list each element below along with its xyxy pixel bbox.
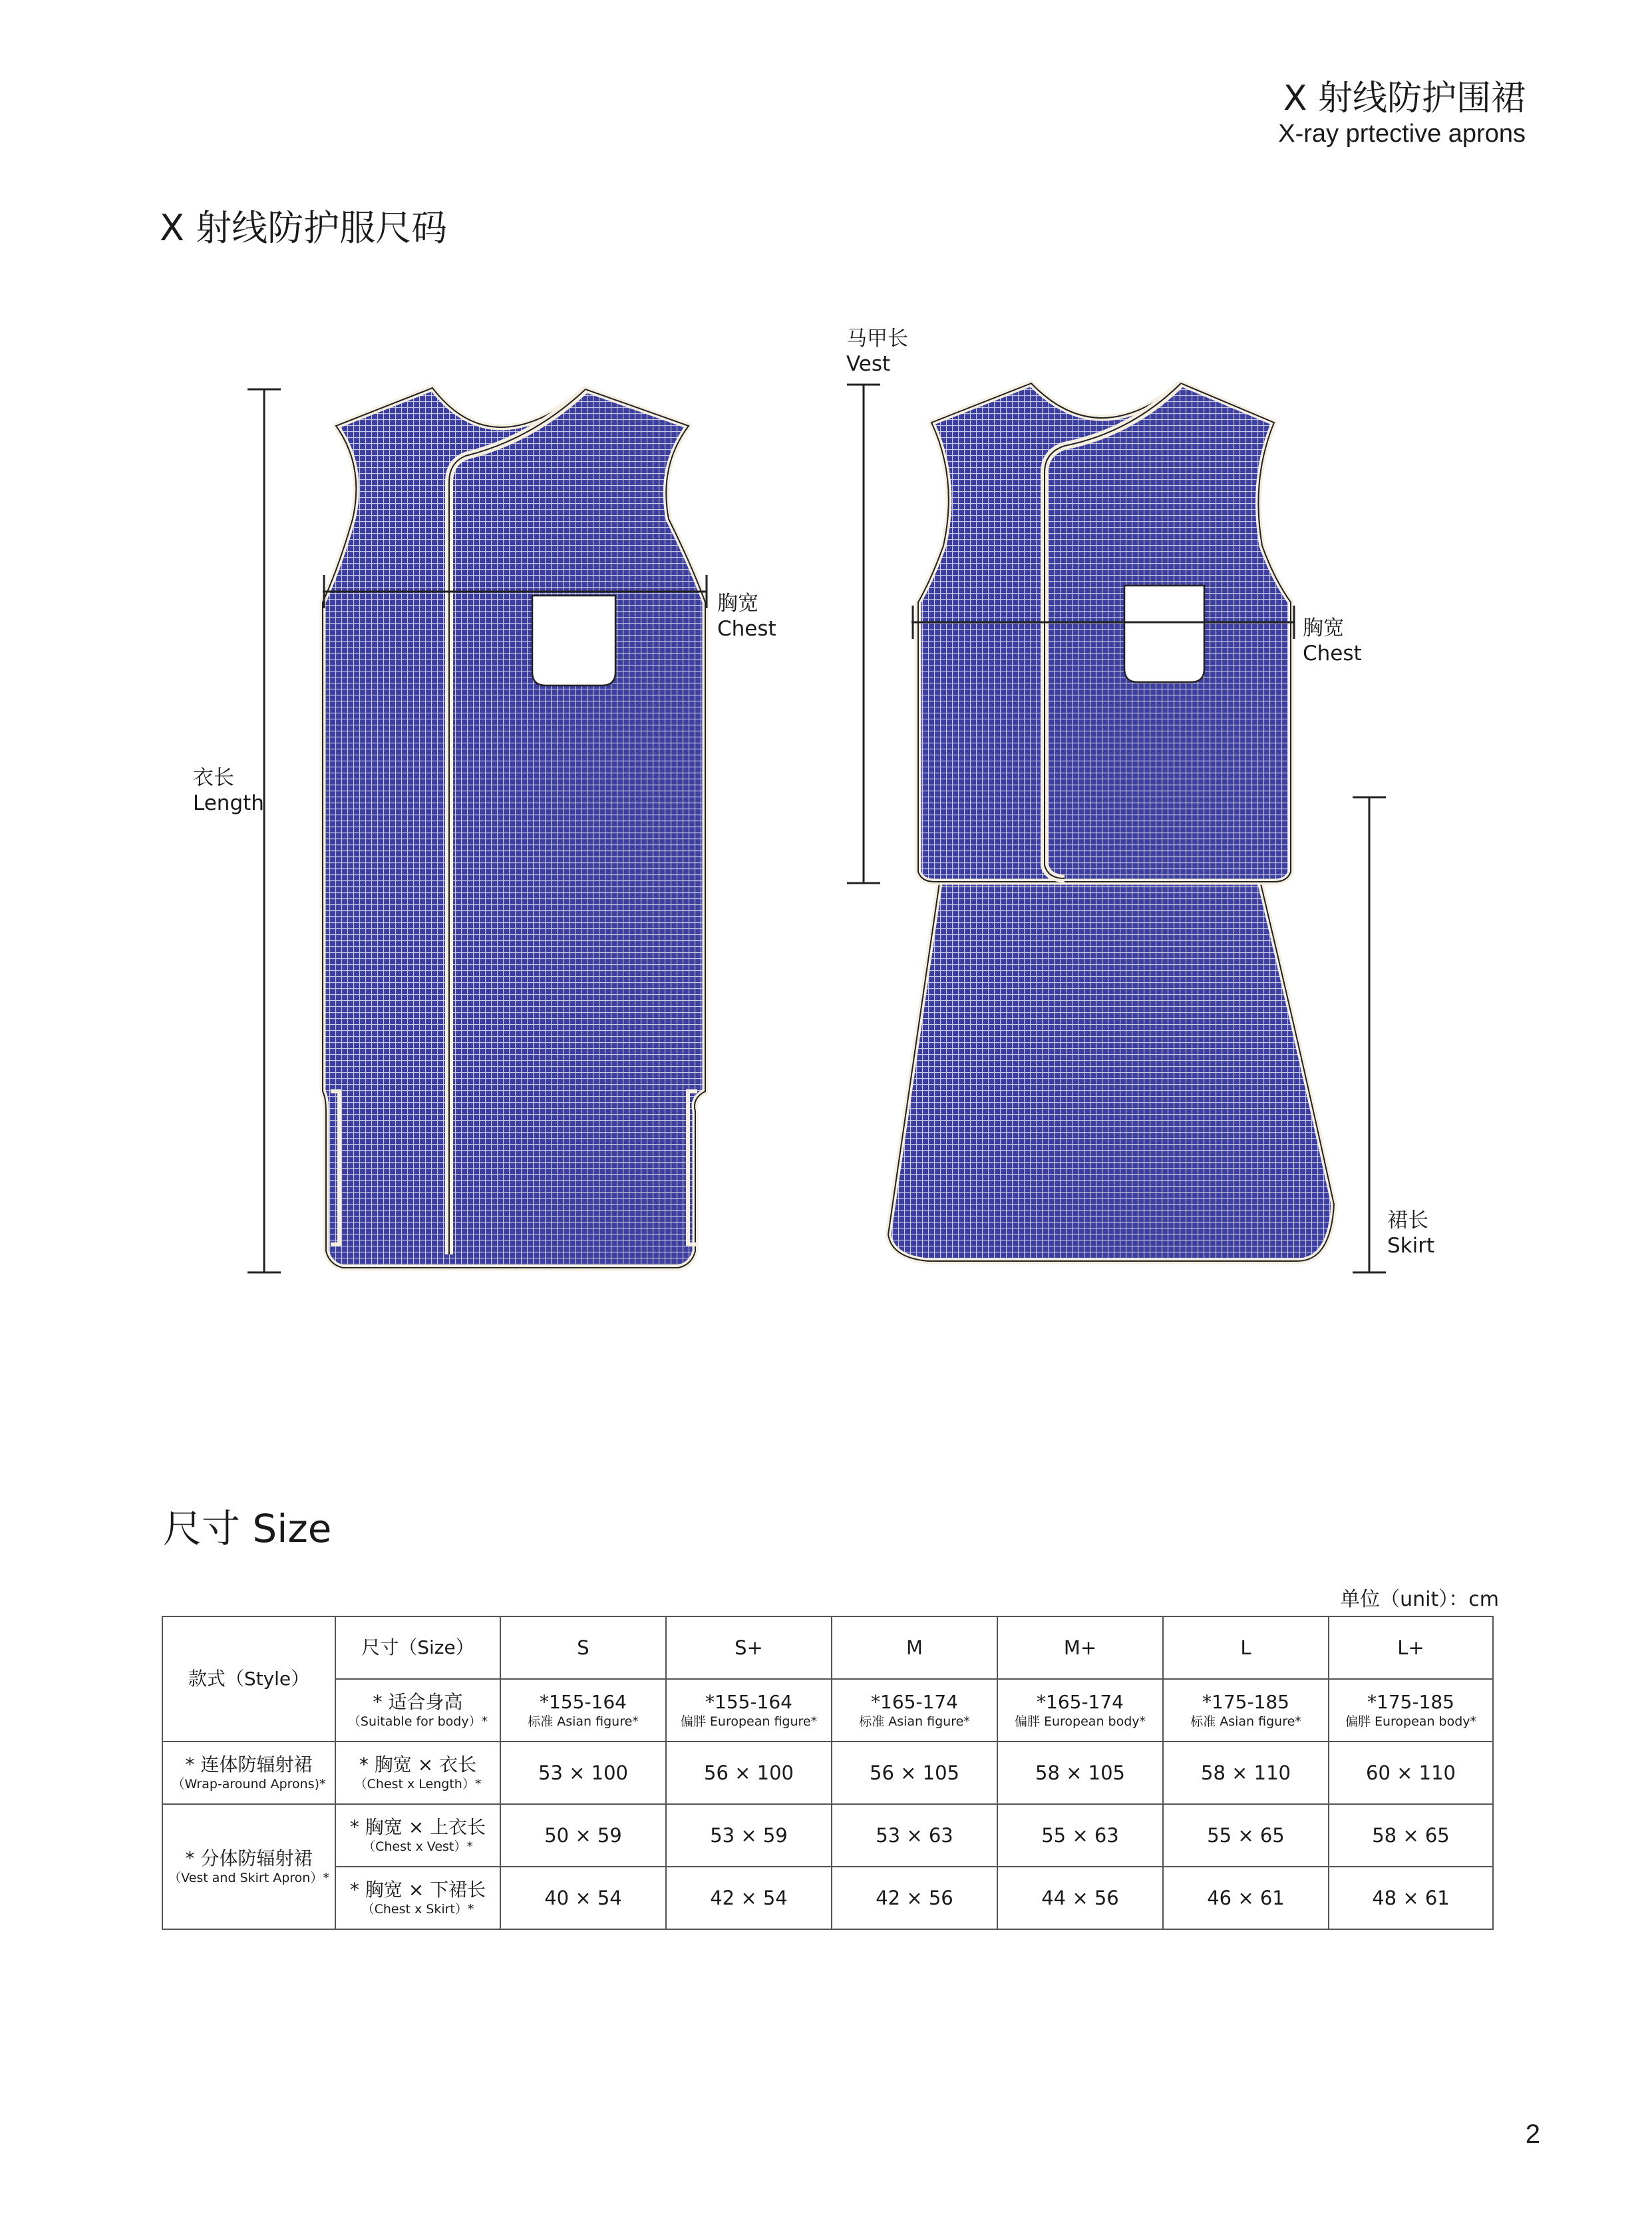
size-l-plus: L+ xyxy=(1329,1616,1493,1679)
suitable-cell: *165-174 偏胖 European body* xyxy=(997,1679,1163,1742)
one-piece-apron-figure xyxy=(248,388,707,1272)
table-cell: 55 × 65 xyxy=(1163,1804,1329,1867)
size-header: 尺寸（Size） xyxy=(335,1616,500,1679)
table-cell: 58 × 105 xyxy=(997,1742,1163,1804)
wrap-style-cell: * 连体防辐射裙 （Wrap-around Aprons)* xyxy=(162,1742,335,1804)
size-table xyxy=(162,1616,1494,1930)
wrap-apron-row xyxy=(162,1742,1493,1804)
table-cell: 58 × 65 xyxy=(1329,1804,1493,1867)
style-header: 款式（Style） xyxy=(162,1616,335,1742)
table-cell: 44 × 56 xyxy=(997,1867,1163,1929)
table-cell: 53 × 63 xyxy=(832,1804,997,1867)
section-title-sizes: X 射线防护服尺码 xyxy=(160,207,448,249)
table-cell: 56 × 100 xyxy=(666,1742,832,1804)
skirt-length-label: 裙长 Skirt xyxy=(1387,1209,1435,1258)
table-cell: 42 × 54 xyxy=(666,1867,832,1929)
suitable-row xyxy=(162,1679,1493,1742)
unit-note: 单位（unit）：cm xyxy=(1340,1588,1499,1611)
size-l: L xyxy=(1163,1616,1329,1679)
chest-label-vest: 胸宽 Chest xyxy=(1303,616,1362,665)
vest-measure-cell: * 胸宽 × 上衣长 （Chest x Vest）* xyxy=(335,1804,500,1867)
size-m-plus: M+ xyxy=(997,1616,1163,1679)
wrap-measure-cell: * 胸宽 × 衣长 （Chest x Length）* xyxy=(335,1742,500,1804)
vest-skirt-style-cell: * 分体防辐射裙 （Vest and Skirt Apron）* xyxy=(162,1804,335,1929)
suitable-cell: *175-185 偏胖 European body* xyxy=(1329,1679,1493,1742)
table-cell: 40 × 54 xyxy=(500,1867,666,1929)
skirt-row xyxy=(162,1867,1493,1929)
table-cell: 53 × 100 xyxy=(500,1742,666,1804)
table-cell: 42 × 56 xyxy=(832,1867,997,1929)
vest-length-label: 马甲长 Vest xyxy=(846,327,908,376)
table-cell: 60 × 110 xyxy=(1329,1742,1493,1804)
page-number: 2 xyxy=(1525,2120,1540,2149)
size-s-plus: S+ xyxy=(666,1616,832,1679)
table-cell: 53 × 59 xyxy=(666,1804,832,1867)
suitable-cell: *175-185 标准 Asian figure* xyxy=(1163,1679,1329,1742)
header-title-zh: X 射线防护围裙 xyxy=(1283,79,1526,118)
size-m: M xyxy=(832,1616,997,1679)
table-cell: 46 × 61 xyxy=(1163,1867,1329,1929)
suitable-cell: *155-164 标准 Asian figure* xyxy=(500,1679,666,1742)
chest-label-one-piece: 胸宽 Chest xyxy=(717,592,776,641)
table-cell: 55 × 63 xyxy=(997,1804,1163,1867)
suitable-cell: *165-174 标准 Asian figure* xyxy=(832,1679,997,1742)
table-cell: 56 × 105 xyxy=(832,1742,997,1804)
length-label: 衣长 Length xyxy=(193,766,264,815)
table-cell: 48 × 61 xyxy=(1329,1867,1493,1929)
table-header-row xyxy=(162,1616,1493,1679)
vest-row xyxy=(162,1804,1493,1867)
suitable-label-cell: * 适合身高 （Suitable for body）* xyxy=(335,1679,500,1742)
table-cell: 50 × 59 xyxy=(500,1804,666,1867)
section-title-size: 尺寸 Size xyxy=(163,1506,332,1551)
skirt-measure-cell: * 胸宽 × 下裙长 （Chest x Skirt）* xyxy=(335,1867,500,1929)
size-s: S xyxy=(500,1616,666,1679)
table-cell: 58 × 110 xyxy=(1163,1742,1329,1804)
suitable-cell: *155-164 偏胖 European figure* xyxy=(666,1679,832,1742)
header-title-en: X-ray prtective aprons xyxy=(1278,120,1526,148)
vest-and-skirt-figure xyxy=(847,383,1386,1272)
